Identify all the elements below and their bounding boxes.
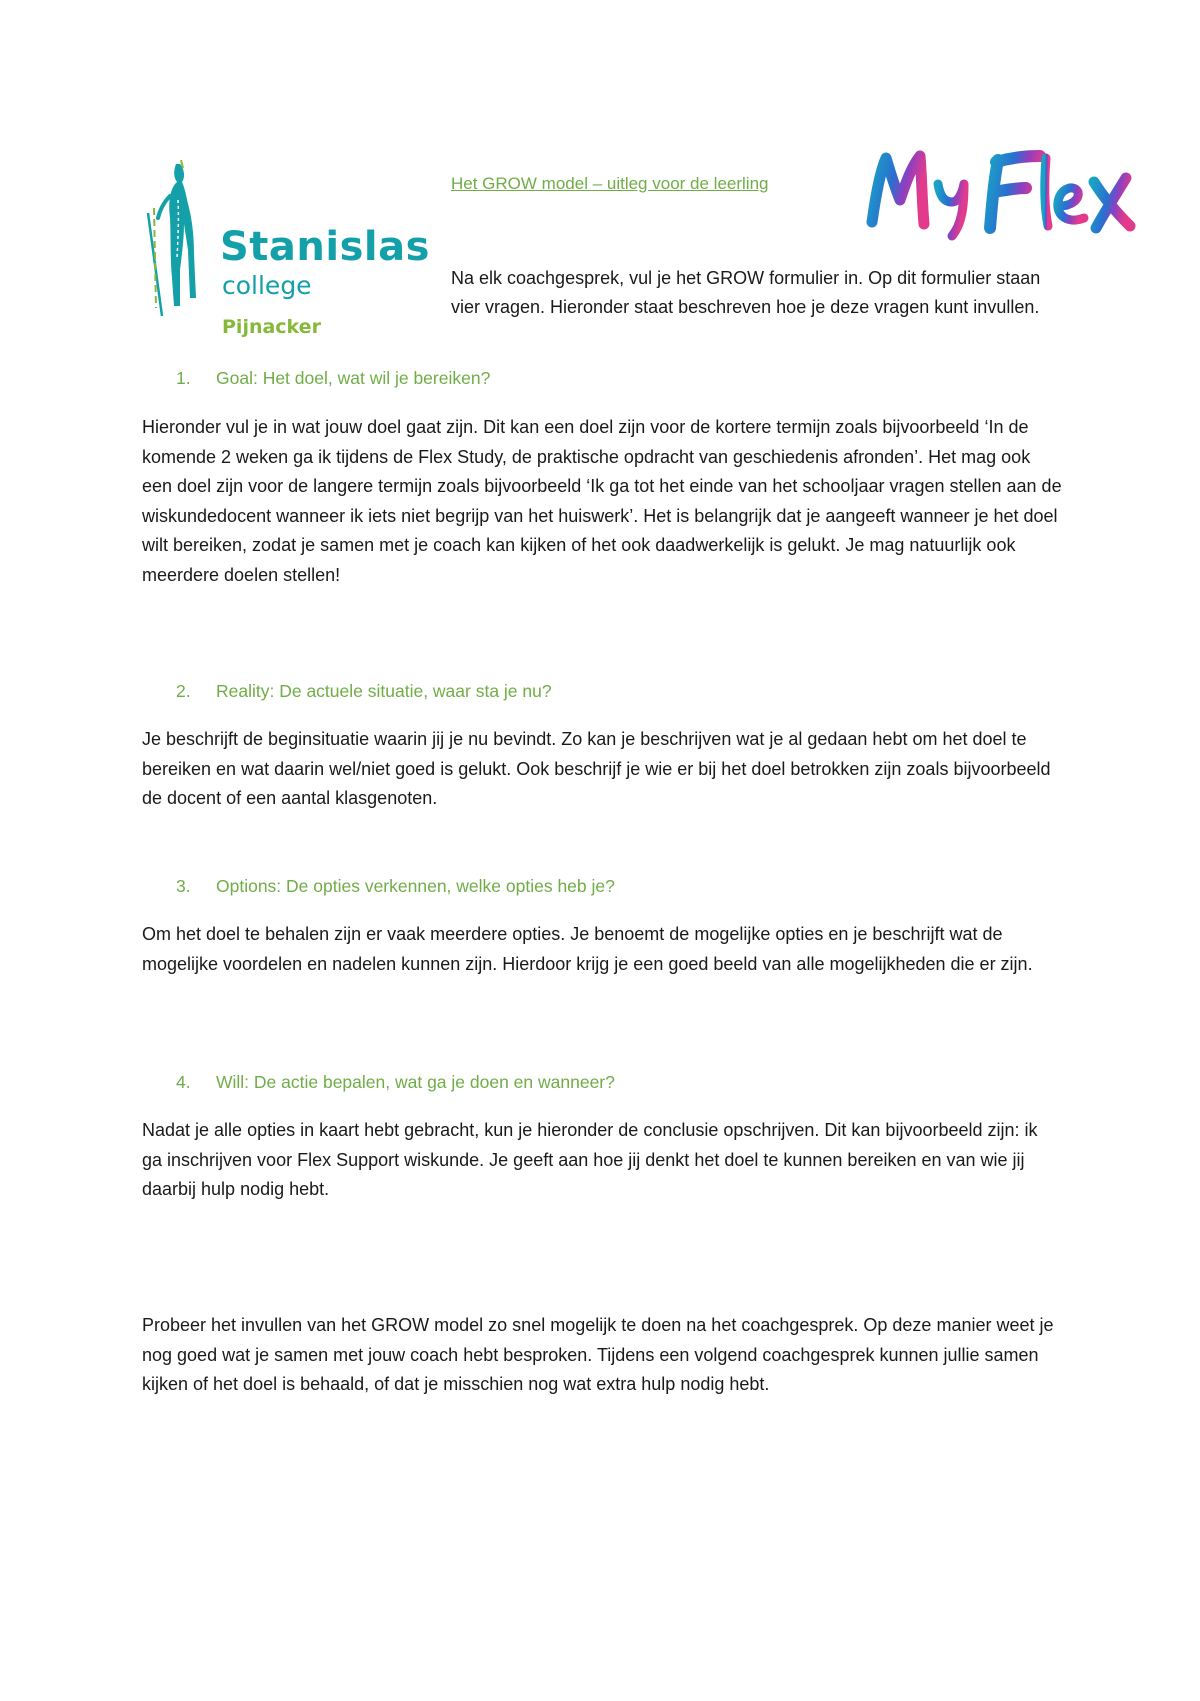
- intro-paragraph: Na elk coachgesprek, vul je het GROW formulier in. Op dit formulier staan vier vragen. Hieronder staat beschreven hoe je deze vragen kunt invullen.: [451, 268, 1041, 317]
- section-number: 1.: [176, 368, 191, 388]
- section-heading-will: [176, 1072, 615, 1093]
- school-subtitle: college: [222, 271, 312, 300]
- section-number: 4.: [176, 1072, 191, 1092]
- hiker-figure-icon: [140, 158, 220, 328]
- section-body-options: Om het doel te behalen zijn er vaak meerdere opties. Je benoemt de mogelijke opties en je beschrijft wat de mogelijke voordelen en nadelen kunnen zijn. Hierdoor krijg je een goed beeld van alle mogelijkheden die er zijn.: [142, 924, 1033, 974]
- section-body-reality: Je beschrijft de beginsituatie waarin jij je nu bevindt. Zo kan je beschrijven wat je al gedaan hebt om het doel te bereiken en wat daarin wel/niet goed is gelukt. Ook beschrijf je wie er bij het doel betrokken zijn zoals bijvoorbeeld de docent of een aantal klasgenoten.: [142, 729, 1051, 808]
- section-title: Reality: De actuele situatie, waar sta je nu?: [216, 681, 552, 701]
- closing-paragraph: Probeer het invullen van het GROW model zo snel mogelijk te doen na het coachgesprek. Op deze manier weet je nog goed wat je samen met jouw coach hebt besproken. Tijdens een volgend coachgesprek kunnen jullie samen kijken of het doel is behaald, of dat je misschien nog wat extra hulp nodig hebt.: [142, 1315, 1054, 1394]
- stanislas-college-logo: [140, 158, 440, 348]
- section-title: Goal: Het doel, wat wil je bereiken?: [216, 368, 491, 388]
- school-name: Stanislas: [220, 224, 430, 270]
- section-body-will: Nadat je alle opties in kaart hebt gebracht, kun je hieronder de conclusie opschrijven. Dit kan bijvoorbeeld zijn: ik ga inschrijven voor Flex Support wiskunde. Je geeft aan hoe jij denkt het doel te kunnen bereiken en van wie jij daarbij hulp nodig hebt.: [142, 1120, 1038, 1199]
- section-body-goal: Hieronder vul je in wat jouw doel gaat zijn. Dit kan een doel zijn voor de kortere termijn zoals bijvoorbeeld ‘In de komende 2 weken ga ik tijdens de Flex Study, de praktische opdracht van geschiedenis afronden’. Het mag ook een doel zijn voor de langere termijn zoals bijvoorbeeld ‘Ik ga tot het einde van het schooljaar vragen stellen aan de wiskundedocent wanneer ik iets niet begrijp van het huiswerk’. Het is belangrijk dat je aangeeft wanneer je het doel wilt bereiken, zodat je samen met je coach kan kijken of het ook daadwerkelijk is gelukt. Je mag natuurlijk ook meerdere doelen stellen!: [142, 417, 1062, 585]
- section-heading-reality: [176, 681, 552, 702]
- school-location: Pijnacker: [222, 316, 321, 338]
- section-number: 2.: [176, 681, 191, 701]
- section-heading-options: [176, 876, 615, 897]
- document-title: Het GROW model – uitleg voor de leerling: [451, 174, 769, 193]
- section-heading-goal: [176, 368, 490, 389]
- section-title: Will: De actie bepalen, wat ga je doen en wanneer?: [216, 1072, 615, 1092]
- myflex-brush-logo: [858, 144, 1138, 244]
- section-number: 3.: [176, 876, 191, 896]
- section-title: Options: De opties verkennen, welke opties heb je?: [216, 876, 615, 896]
- myflex-logo: [858, 144, 1138, 244]
